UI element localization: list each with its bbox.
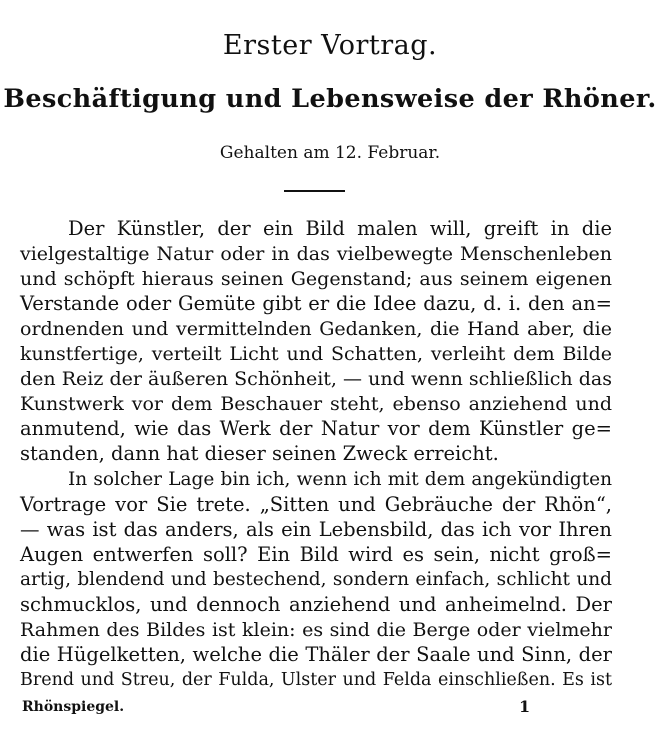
lecture-heading: Erster Vortrag. [222,30,438,61]
chapter-title: Beschäftigung und Lebensweise der Rhöner. [3,84,657,114]
text-line: Augen entwerfen soll? Ein Bild wird es sein, nicht groß= [20,543,612,566]
text-line: Der Künstler, der ein Bild malen will, greift in die [68,217,612,240]
text-line: vielgestaltige Natur oder in das vielbewegte Menschenleben [20,243,612,265]
text-line: Rahmen des Bildes ist klein: es sind die Berge oder vielmehr [20,619,612,641]
page-number: 1 [519,697,531,716]
text-line: die Hügelketten, welche die Thäler der Saale und Sinn, der [20,643,612,666]
text-line: standen, dann hat dieser seinen Zweck erreicht. [20,442,499,465]
text-line: Verstande oder Gemüte gibt er die Idee dazu, d. i. den an= [20,292,612,315]
text-line: artig, blendend und bestechend, sondern einfach, schlicht und [20,569,612,590]
text-line: Kunstwerk vor dem Beschauer steht, ebenso anziehend und [20,393,612,415]
text-line: ordnenden und vermittelnden Gedanken, die Hand aber, die [20,318,612,340]
section-divider [284,190,345,192]
text-line: In solcher Lage bin ich, wenn ich mit dem angekündigten [68,469,612,490]
footer-signature: Rhönspiegel. [22,699,125,715]
text-line: Vortrage vor Sie trete. „Sitten und Gebräuche der Rhön“, [20,493,612,516]
text-line: den Reiz der äußeren Schönheit, — und wenn schließlich das [20,368,612,390]
text-line: anmutend, wie das Werk der Natur vor dem Künstler ge= [20,417,612,440]
text-line: und schöpft hieraus seinen Gegenstand; aus seinem eigenen [20,268,612,290]
lecture-date: Gehalten am 12. Februar. [219,143,441,163]
text-line: Brend und Streu, der Fulda, Ulster und Felda einschließen. Es ist [20,670,612,690]
text-line: kunstfertige, verteilt Licht und Schatten, verleiht dem Bilde [20,343,612,365]
text-line: — was ist das anders, als ein Lebensbild, das ich vor Ihren [20,518,612,541]
text-line: schmucklos, und dennoch anziehend und anheimelnd. Der [20,593,612,616]
